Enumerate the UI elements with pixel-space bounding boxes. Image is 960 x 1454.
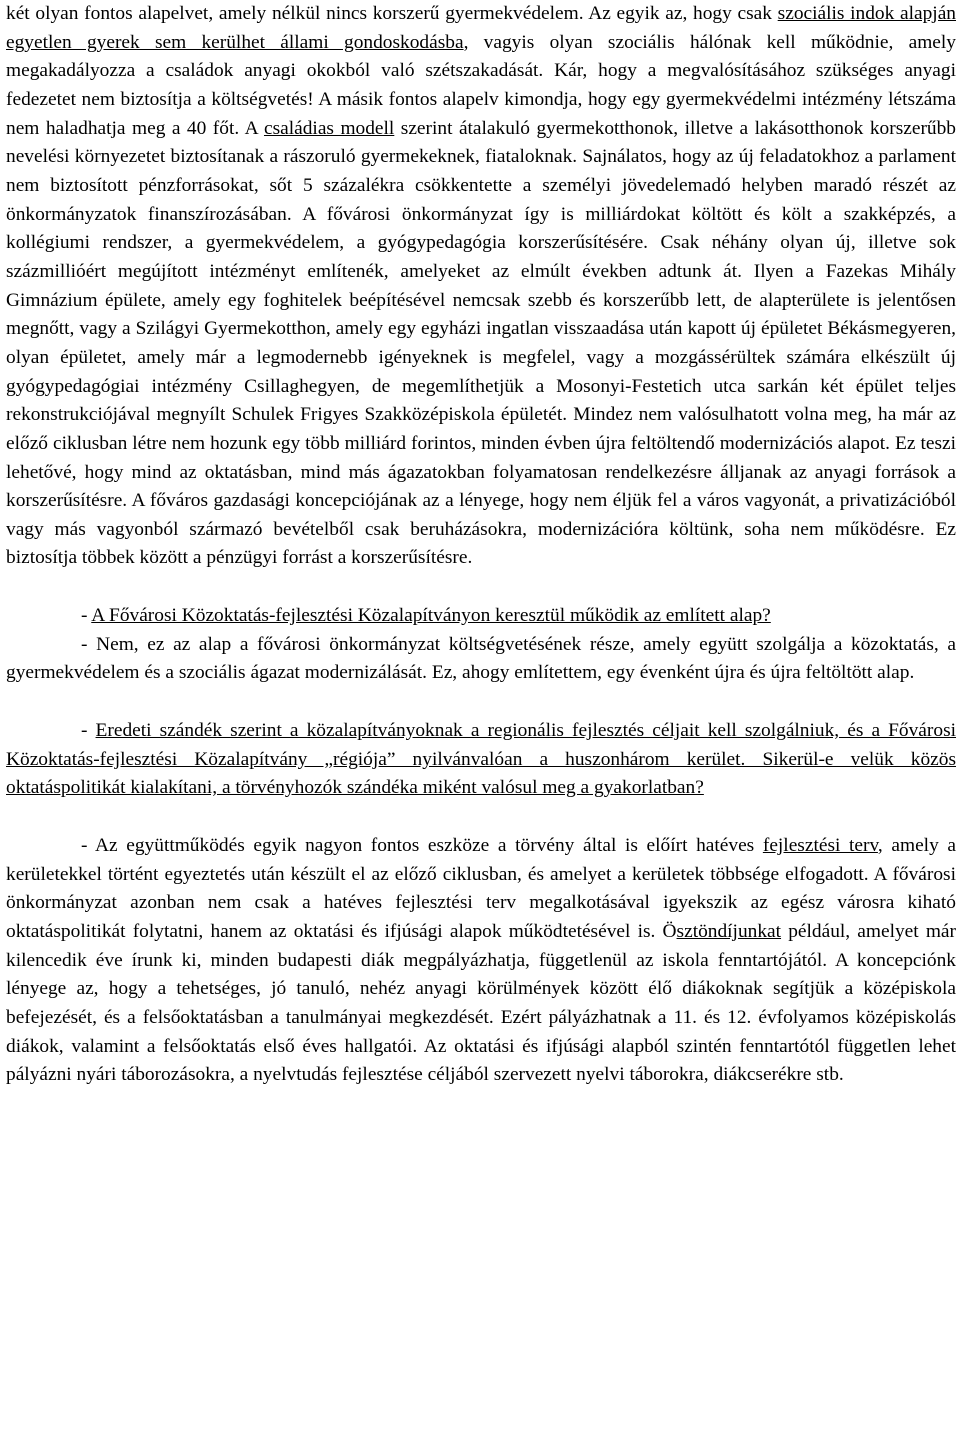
question-dash: - xyxy=(81,605,92,627)
interview-question-1 xyxy=(6,602,956,631)
text-run: , vagyis olyan szociális hálónak kell működnie, amely megakadályozza a családok anyagi okokból való szétszakadását. Kár, hogy a megvalósításához szükséges anyagi fedezetet nem biztosítja a költségvetés! A másik fontos alapelv kimondja, hogy egy gyermekvédelmi intézmény létszáma nem haladhatja meg a 40 főt. A xyxy=(6,31,956,139)
question-text: Eredeti szándék szerint a közalapítványoknak a regionális fejlesztés céljait kell szolgálniuk, és a Fővárosi Közoktatás-fejlesztési Közalapítvány „régiója” nyilvánvalóan a huszonhárom kerület. Sikerül-e velük közös oktatáspolitikát kialakítani, a törvényhozók szándéka miként valósul meg a gyakorlatban? xyxy=(6,720,957,799)
interview-answer-2 xyxy=(6,832,956,1090)
underlined-phrase-scholarship: sztöndíjunkat xyxy=(676,921,782,943)
question-dash: - xyxy=(81,720,96,742)
text-run: szerint átalakuló gyermekotthonok, illetve a lakásotthonok korszerűbb nevelési környezetet biztosítanak a rászoruló gyermekeknek, fiataloknak. Sajnálatos, hogy az új feladatokhoz a parlament nem biztosított pénzforrásokat, sőt 5 százalékra csökkentette a személyi jövedelemadó helyben maradó részét az önkormányzatok finanszírozásában. A fővárosi önkormányzat így is milliárdokat költött és költ a szakképzés, a kollégiumi rendszer, a gyermekvédelem, a gyógypedagógia korszerűsítésére. Csak néhány olyan új, illetve sok százmillióért megújított intézményt említenék, amelyeket az elmúlt években adtunk át. Ilyen a Fazekas Mihály Gimnázium épülete, amely egy foghitelek beépítésével nemcsak szebb és korszerűbb lett, de alapterülete is jelentősen megnőtt, vagy a Szilágyi Gyermekotthon, amely egy egyházi ingatlan visszaadása után kapott új épületet Békásmegyeren, olyan épületet, amely már a legmodernebb igényeknek is megfelel, vagy a mozgássérültek számára elkészült új gyógypedagógiai intézmény Csillaghegyen, de megemlíthetjük a Mosonyi-Festetich utca sarkán két épület teljes rekonstrukciójával megnyílt Schulek Frigyes Szakközépiskola épületét. Mindez nem valósulhatott volna meg, ha már az előző ciklusban létre nem hozunk egy több milliárd forintos, minden évben újra feltöltendő modernizációs alapot. Ez teszi lehetővé, hogy mind az oktatásban, mind más ágazatokban folyamatosan rendelkezésre álljanak az anyagi források a korszerűsítésre. A főváros gazdasági koncepciójának az a lényege, hogy nem éljük fel a város vagyonát, a privatizációból vagy más vagyonból származó bevételből csak beruházásokra, modernizációra költünk, soha nem működésre. Ez biztosítja többek között a pénzügyi forrást a korszerűsítésre. xyxy=(6,117,956,569)
interview-question-2 xyxy=(6,717,956,803)
question-text: A Fővárosi Közoktatás-fejlesztési Közalapítványon keresztül működik az említett alap? xyxy=(91,605,771,627)
underlined-phrase-family-model: családias modell xyxy=(263,117,395,139)
underlined-phrase-social-grounds: szociális indok alapján egyetlen gyerek sem kerülhet állami gondoskodásba xyxy=(6,3,956,53)
document-page xyxy=(6,0,956,1090)
text-run: - Az együttműködés egyik nagyon fontos eszköze a törvény által is előírt hatéves xyxy=(81,835,763,857)
paragraph-spacer xyxy=(6,803,956,832)
text-run: két olyan fontos alapelvet, amely nélkül nincs korszerű gyermekvédelem. Az egyik az, hogy csak xyxy=(6,3,778,24)
paragraph-spacer xyxy=(6,688,956,717)
interview-answer-1: - Nem, ez az alap a fővárosi önkormányzat költségvetésének része, amely együtt szolgálja a közoktatás, a gyermekvédelem és a szociális ágazat modernizálását. Ez, ahogy említettem, egy évenként újra és újra feltöltött alap. xyxy=(6,633,956,684)
body-paragraph-intro xyxy=(6,0,956,573)
underlined-phrase-development-plan: fejlesztési terv xyxy=(762,835,878,857)
text-run: például, amelyet már kilencedik éve írunk ki, minden budapesti diák megpályázhatja, függetlenül az iskola fenntartójától. A koncepciónk lényege az, hogy a tehetséges, jó tanuló, nehéz anyagi körülmények között élő diákoknak segítjük a középiskola befejezését, és a felsőoktatásban a tanulmányai megkezdését. Ezért pályázhatnak a 11. és 12. évfolyamos középiskolás diákok, valamint a felsőoktatás első éves hallgatói. Az oktatási és ifjúsági alapból szintén fenntartótól független lehet pályázni nyári táborozásokra, a nyelvtudás fejlesztése céljából szervezett nyelvi táborokra, diákcserékre stb. xyxy=(6,921,956,1086)
text-run: , amely a kerületekkel történt egyeztetés után készült el az előző ciklusban, és amelyet a kerületek többsége elfogadott. A fővárosi önkormányzat azonban nem csak a hatéves fejlesztési terv megalkotásával igyekszik az egész városra kiható oktatáspolitikát folytatni, hanem az oktatási és ifjúsági alapok működtetésével is. Ö xyxy=(6,835,956,943)
paragraph-spacer xyxy=(6,573,956,602)
